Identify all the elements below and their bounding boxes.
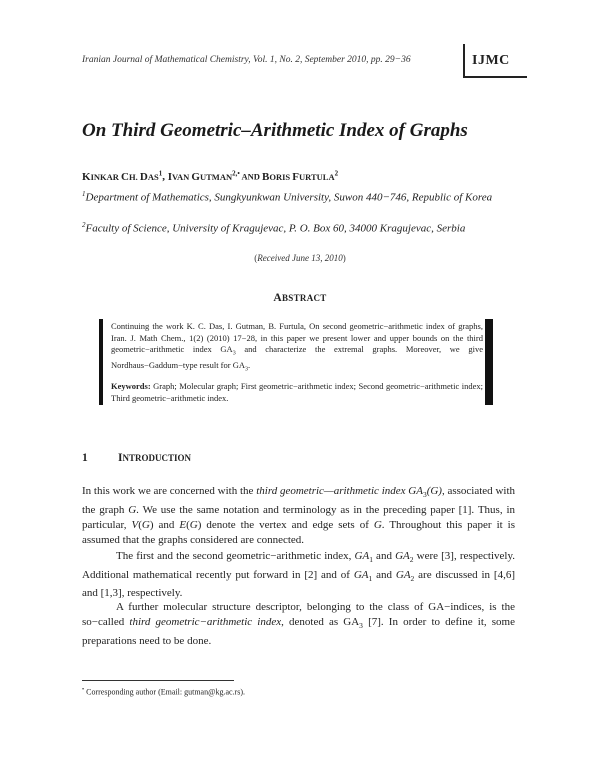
paper-title: On Third Geometric–Arithmetic Index of Graphs: [82, 120, 468, 141]
abstract-body: [111, 321, 483, 404]
footnote: • Corresponding author (Email: gutman@kg.ac.rs).: [82, 687, 245, 697]
received-date: (Received June 13, 2010): [254, 253, 346, 263]
abstract-right-bar: [485, 319, 493, 405]
section-number: 1: [82, 452, 88, 464]
intro-paragraph-2: The first and the second geometric−arithmetic index, $GA_1$ and $GA_2$ were [3], respectively. Additional mathematical recently put forward in [2] and of $GA_1$ and $GA_2$ are discussed in [4,6] and [1,3], respectively.: [82, 550, 515, 600]
affiliation-1: $^1$Department of Mathematics, Sungkyunkwan University, Suwon 440−746, Republic of Korea: [82, 190, 493, 204]
intro-paragraph-3: A further molecular structure descriptor, belonging to the class of GA−indices, is the so−called third geometric−arithmetic index, denoted as $GA_3$ [7]. In order to define it, some preparations need to be done.: [82, 601, 515, 647]
author-2: IVAN $GUTMAN^{2,•}$: [167, 169, 240, 183]
abstract-left-bar: [99, 319, 103, 405]
journal-citation: Iranian Journal of Mathematical Chemistry, Vol. 1, No. 2, September 2010, pp. 29−36: [82, 55, 411, 65]
author-1: KINKAR CH. DAS$^1$: [82, 169, 163, 183]
author-list: KINKAR CH. DAS$^1$, IVAN $GUTMAN^{2,•}$ AND BORIS FURTULA$^2$: [82, 169, 339, 183]
section-title: INTRODUCTION: [118, 452, 191, 464]
author-3: BORIS FURTULA$^2$: [262, 169, 339, 183]
abstract-heading: ABSTRACT: [273, 292, 327, 304]
journal-logo: IJMC: [472, 53, 510, 68]
keywords: Keywords: Graph; Molecular graph; First geometric−arithmetic index; Second geometric−arithmetic index; Third geometric−arithmetic index.: [111, 381, 483, 403]
affiliation-2: $^2$Faculty of Science, University of Kragujevac, P. O. Box 60, 34000 Kragujevac, Serbia: [82, 221, 466, 235]
footnote-rule: [82, 680, 234, 681]
intro-paragraph-1: In this work we are concerned with the third geometric—arithmetic index $GA_3(G)$, associated with the graph G. We use the same notation and terminology as in the preceding paper [1]. Thus, in particular, V(G) and E(G) denote the vertex and edge sets of G. Throughout this paper it is assumed that the graphs considered are connected.: [82, 485, 516, 547]
abstract-text: Continuing the work K. C. Das, I. Gutman, B. Furtula, On second geometric−arithmetic index of graphs, Iran. J. Math Chem., 1(2) (2010) 17−28, in this paper we present lower and upper bounds on the third geometric−arithmetic index $GA_3$ and characterize the extremal graphs. Moreover, we give Nordhaus−Gaddum−type result for $GA_3$.: [111, 321, 483, 373]
